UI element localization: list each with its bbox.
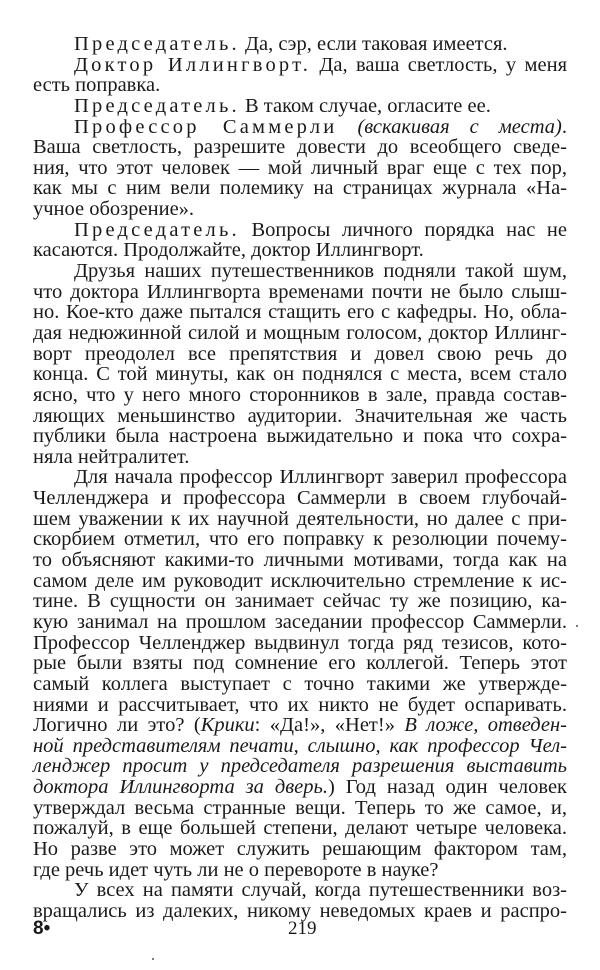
text-segment: пожалуй, в еще большей степени, делают четыре человека. bbox=[33, 817, 567, 840]
stage-direction: ной представителям печати, слышно, как профессор Чел- bbox=[33, 734, 567, 757]
text-segment: самом деле им руководит исключительно стремление к ис- bbox=[33, 569, 567, 592]
text-segment: Друзья наших путешественников подняли такой шум, bbox=[74, 260, 567, 283]
text-line bbox=[33, 467, 567, 488]
text-segment: есть поправка. bbox=[33, 74, 161, 97]
text-line bbox=[33, 302, 567, 323]
text-segment: Профессор Челленджер выдвинул тогда ряд тезисов, кото- bbox=[33, 631, 567, 654]
text-segment: Но разве это может служить решающим фактором там, bbox=[33, 837, 567, 860]
text-segment: Вопросы личного порядка нас не bbox=[239, 218, 567, 241]
text-line bbox=[33, 674, 567, 695]
text-segment: то объясняют какими-то личными мотивами, тогда как на bbox=[33, 549, 567, 572]
text-line bbox=[33, 695, 567, 716]
text-segment: где речь идет чуть ли не о перевороте в науке? bbox=[33, 858, 439, 881]
text-segment: У всех на памяти случай, когда путешественники воз- bbox=[74, 879, 567, 902]
stage-direction: Крики bbox=[200, 714, 255, 737]
stage-direction: В ложе, отведен- bbox=[404, 714, 568, 737]
text-line bbox=[33, 178, 567, 199]
text-line bbox=[33, 839, 567, 860]
text-segment: утверждал весьма странные вещи. Теперь то же самое, и, bbox=[33, 796, 567, 819]
text-line bbox=[33, 880, 567, 901]
text-segment: дая недюжинной силой и мощным голосом, доктор Иллинг- bbox=[33, 321, 567, 344]
text-line bbox=[33, 261, 567, 282]
text-segment: ния, что этот человек — мой личный враг еще с тех пор, bbox=[33, 156, 567, 179]
text-segment: касаются. Продолжайте, доктор Иллингворт. bbox=[33, 239, 424, 262]
text-segment: самый коллега выступает с точно такими же утвержде- bbox=[33, 672, 567, 695]
text-segment: вращались из далеких, никому неведомых краев и распро- bbox=[33, 899, 567, 922]
text-line bbox=[33, 509, 567, 530]
text-segment: Да, ваша светлость, у меня bbox=[311, 53, 567, 76]
text-segment: ниями и рассчитывает, что их никто не будет оспаривать. bbox=[33, 693, 567, 716]
text-segment: но. Кое-кто даже пытался стащить его с кафедры. Но, обла- bbox=[33, 301, 567, 324]
speaker-name: Председатель. bbox=[74, 94, 240, 117]
text-line bbox=[33, 550, 567, 571]
text-segment: В таком случае, огласите ее. bbox=[239, 94, 491, 117]
text-line bbox=[33, 818, 567, 839]
text-segment: Логично ли это? ( bbox=[33, 714, 201, 737]
speaker-name: Профессор Саммерли bbox=[74, 115, 338, 138]
text-line bbox=[33, 137, 567, 158]
speaker-name: Председатель. bbox=[74, 33, 240, 55]
page-number: 219 bbox=[288, 918, 317, 939]
text-line bbox=[33, 860, 567, 881]
text-line bbox=[33, 220, 567, 241]
text-segment: Ваша светлость, разрешите довести до всеобщего сведе- bbox=[33, 136, 567, 159]
text-line bbox=[33, 736, 567, 757]
text-line bbox=[33, 282, 567, 303]
stage-direction: (вскакивая с места) bbox=[357, 115, 562, 138]
text-line bbox=[33, 529, 567, 550]
text-line bbox=[33, 117, 567, 138]
text-segment: что доктора Иллингворта временами почти не было слыш- bbox=[33, 280, 567, 303]
text-segment: кую занимал на прошлом заседании профессор Саммерли. bbox=[33, 610, 567, 633]
text-line bbox=[33, 344, 567, 365]
text-line bbox=[33, 591, 567, 612]
text-line bbox=[33, 55, 567, 76]
text-line bbox=[33, 633, 567, 654]
speaker-name: Доктор Иллингворт. bbox=[74, 53, 312, 76]
text-segment: ляющих меньшинство аудитории. Значительная же часть bbox=[33, 404, 567, 427]
text-line bbox=[33, 385, 567, 406]
text-line bbox=[33, 96, 567, 117]
text-segment: ) Год назад один человек bbox=[327, 776, 568, 799]
signature-mark: 8• bbox=[33, 918, 51, 939]
text-line bbox=[33, 323, 567, 344]
text-line bbox=[33, 240, 567, 261]
text-segment: рые были взяты под сомнение его коллегой. Теперь этот bbox=[33, 652, 567, 675]
speaker-name: Председатель. bbox=[74, 218, 240, 241]
text-line bbox=[33, 158, 567, 179]
text-line bbox=[33, 447, 567, 468]
text-segment: Для начала профессор Иллингворт заверил профессора bbox=[74, 466, 567, 489]
text-segment: : «Да!», «Нет!» bbox=[254, 714, 405, 737]
text-line bbox=[33, 34, 567, 55]
stage-direction: ленджер просит у председателя разрешения выставить bbox=[33, 755, 567, 778]
text-segment: скорбием отметил, что его поправку к резолюции почему- bbox=[33, 528, 567, 551]
text-line bbox=[33, 199, 567, 220]
text-segment: как мы с ним вели полемику на страницах журнала «На- bbox=[33, 177, 567, 200]
text-line bbox=[33, 406, 567, 427]
text-line bbox=[33, 612, 567, 633]
text-segment: . bbox=[561, 115, 567, 138]
text-segment bbox=[337, 116, 357, 138]
text-line bbox=[33, 488, 567, 509]
scan-speck bbox=[576, 625, 578, 627]
text-segment: конца. С той минуты, как он поднялся с места, всем стало bbox=[33, 363, 567, 386]
text-line bbox=[33, 756, 567, 777]
text-segment: ясно, что у него много сторонников в зале, правда состав- bbox=[33, 383, 567, 406]
text-line bbox=[33, 571, 567, 592]
text-line bbox=[33, 75, 567, 96]
text-segment: шем уважении к их научной деятельности, но далее с при- bbox=[33, 507, 567, 530]
text-segment: ворт преодолел все препятствия и довел свою речь до bbox=[33, 342, 567, 365]
text-line bbox=[33, 364, 567, 385]
text-line bbox=[33, 715, 567, 736]
text-segment: Челленджера и профессора Саммерли в своем глубочай- bbox=[33, 487, 567, 510]
text-segment: публики была настроена выжидательно и пока что сохра- bbox=[33, 425, 567, 448]
body-text bbox=[33, 34, 567, 922]
text-line bbox=[33, 777, 567, 798]
text-segment: Да, сэр, если таковая имеется. bbox=[239, 33, 508, 55]
stage-direction: доктора Иллингворта за дверь. bbox=[33, 776, 328, 799]
text-line bbox=[33, 798, 567, 819]
text-segment: няла нейтралитет. bbox=[33, 445, 190, 468]
text-segment: тине. В сущности он занимает сейчас ту же позицию, ка- bbox=[33, 590, 567, 613]
scan-speck bbox=[152, 958, 154, 960]
text-line bbox=[33, 426, 567, 447]
text-segment: учное обозрение». bbox=[33, 198, 195, 221]
text-line bbox=[33, 653, 567, 674]
